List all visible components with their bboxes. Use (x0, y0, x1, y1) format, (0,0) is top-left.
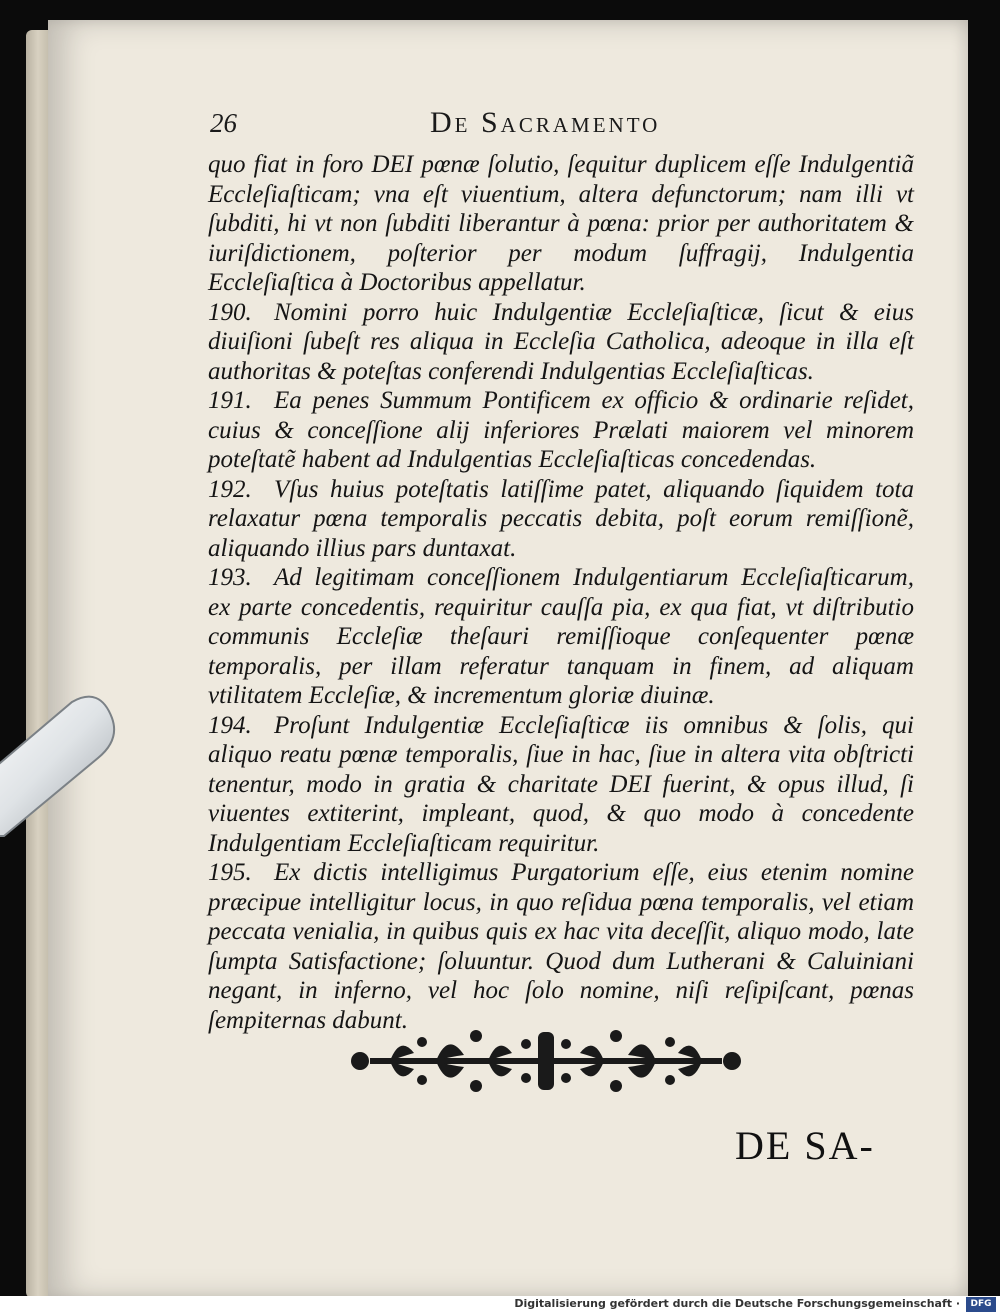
paragraph-text: Vſus huius poteſtatis latiſſime patet, aliquando ſiquidem tota relaxatur pœna temporalis peccatis debita, poſt eorum remiſſionẽ, aliquando illius pars duntaxat. (208, 475, 914, 562)
paragraph-number: 191. (208, 387, 252, 414)
dfg-logo: DFG (966, 1297, 996, 1312)
footer-credit: Digitalisierung gefördert durch die Deutsche Forschungsgemeinschaft · (514, 1297, 960, 1310)
catchword: DE SA- (735, 1123, 875, 1168)
paragraph-192 (208, 475, 914, 564)
paragraph-text: Proſunt Indulgentiæ Eccleſiaſticæ iis omnibus & ſolis, qui aliquo reatu pœnæ temporalis, ſiue in hac, ſiue in altera vita obſtricti tenentur, modo in gratia & charitate DEI fuerint, & opus illud, ſi viuentes extiterint, impleant, quod, & quo modo à concedente Indulgentiam Eccleſiaſticam requiritur. (208, 711, 914, 857)
footer-bar (0, 1296, 1000, 1314)
fleuron-ornament (340, 1022, 752, 1100)
paragraph-number: 190. (208, 298, 252, 326)
paragraph-193 (208, 563, 914, 711)
body-text (208, 150, 914, 1035)
paragraph-continued (208, 150, 914, 298)
paragraph-text: Ex dictis intelligimus Purgatorium eſſe, eius etenim nomine præcipue intelligitur locus, in quo reſidua pœna temporalis, vel etiam peccata venialia, in quibus quis ex hac vita deceſſit, aliquo modo, late ſumpta Satisfactione; ſoluuntur. Quod dum Lutherani & Caluiniani negant, in inferno, vel hoc ſolo nomine, niſi reſipiſcant, pœnas ſempiternas dabunt. (208, 859, 914, 1034)
paragraph-195 (208, 858, 914, 1035)
paragraph-number: 193. (208, 564, 252, 591)
paragraph-number: 195. (208, 859, 252, 886)
paragraph-number: 194. (208, 711, 252, 739)
paragraph-190 (208, 298, 914, 387)
paragraph-text: quo fiat in foro DEI pœnæ ſolutio, ſequitur duplicem eſſe Indulgentiã Eccleſiaſticam; vna eſt viuentium, altera defunctorum; nam illi vt ſubditi, hi vt non ſubditi liberantur à pœna: prior per authoritatem & iuriſdictionem, poſterior per modum ſuffragij, Indulgentia Eccleſiaſtica à Doctoribus appellatur. (208, 151, 914, 296)
paragraph-194 (208, 711, 914, 859)
paragraph-191 (208, 386, 914, 475)
page-number: 26 (210, 108, 237, 138)
paragraph-number: 192. (208, 475, 252, 503)
paragraph-text: Nomini porro huic Indulgentiæ Eccleſiaſticæ, ſicut & eius diuiſioni ſubeſt res aliqua in Eccleſia Catholica, adeoque in illa eſt authoritas & poteſtas conferendi Indulgentias Eccleſiaſticas. (208, 298, 914, 385)
paragraph-text: Ea penes Summum Pontificem ex officio & ordinarie reſidet, cuius & conceſſione alij inferiores Prælati maiorem vel minorem poteſtatẽ habent ad Indulgentias Eccleſiaſticas concedendas. (208, 387, 914, 473)
running-title: De Sacramento (430, 106, 661, 139)
page-clip (0, 690, 120, 840)
paragraph-text: Ad legitimam conceſſionem Indulgentiarum Eccleſiaſticarum, ex parte concedentis, requiritur cauſſa pia, ex qua fiat, vt diſtributio communis Eccleſiæ theſauri remiſſioque conſequenter pœnæ temporalis, per illam referatur tanquam in finem, ad aliquam vtilitatem Eccleſiæ, & incrementum gloriæ diuinæ. (208, 564, 914, 709)
page-header (210, 102, 700, 152)
